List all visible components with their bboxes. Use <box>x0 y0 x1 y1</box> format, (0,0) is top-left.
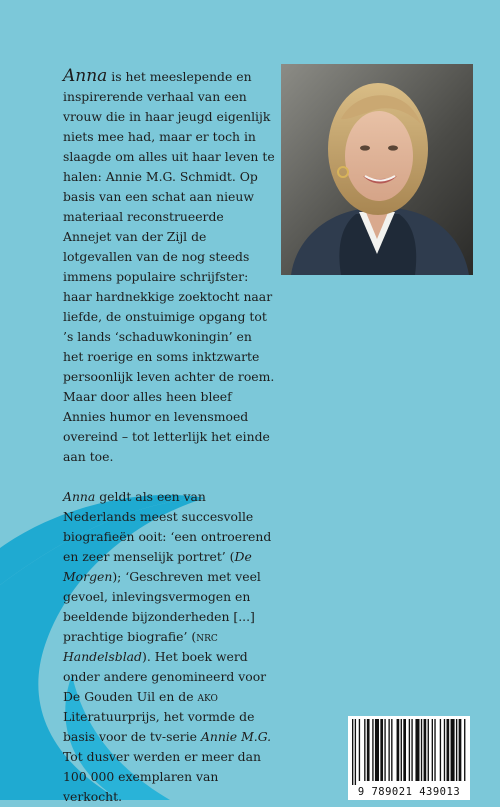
review-source-caps: nrc <box>196 629 218 644</box>
barcode-bar <box>424 719 427 781</box>
barcode-bar <box>464 719 465 781</box>
isbn-barcode <box>348 716 470 800</box>
barcode-bar <box>409 719 410 781</box>
barcode-bar <box>397 719 400 781</box>
reviews-text: Tot dusver werden er meer dan 100 000 exemplaren van verkocht. <box>63 749 261 804</box>
barcode-bars <box>348 716 470 786</box>
reviews-text: ); ‘Geschreven met veel gevoel, inlevingsvermogen en beeldende bijzonderheden [...] prachtige biografie’ ( <box>63 569 261 644</box>
barcode-digits: 9 789021 439013 <box>357 786 461 798</box>
barcode-bar <box>372 719 373 781</box>
author-photo <box>281 64 473 275</box>
review-source: Handelsblad <box>63 649 142 664</box>
summary-text: is het meeslepende en inspirerende verhaal van een vrouw die in haar jeugd eigenlijk niets mee had, maar er toch in slaagde om alles uit haar leven te halen: Annie M.G. Schmidt. Op basis van een schat aan nieuw materiaal reconstrueerde Annejet van der Zijl de lotgevallen van de nog steeds immens populaire schrijfster: haar hardnekkige zoektocht naar liefde, de onstuimige opgang tot ’s lands ‘schaduwkoningin’ en het roerige en soms inktzwarte persoonlijk leven achter de roem. Maar door alles heen bleef Annies humor en levensmoed overeind – tot letterlijk het einde aan toe. <box>63 69 275 464</box>
review-source: De Morgen <box>63 549 252 584</box>
barcode-bar <box>380 719 383 781</box>
barcode-bar <box>411 719 412 781</box>
barcode-bar <box>401 719 402 781</box>
barcode-bar <box>388 719 389 781</box>
paragraph-summary <box>63 66 276 467</box>
barcode-bar <box>434 719 435 781</box>
barcode-bar <box>384 719 385 781</box>
barcode-bar <box>428 719 429 781</box>
barcode-bar <box>367 719 370 781</box>
barcode-bar <box>391 719 392 781</box>
barcode-bar <box>359 719 360 781</box>
barcode-bar <box>415 719 419 781</box>
barcode-bar <box>421 719 422 781</box>
tv-series-title: Annie M.G. <box>200 729 272 744</box>
reviews-text: ). Het boek werd onder andere genomineerd voor De Gouden Uil en de <box>63 649 267 704</box>
barcode-bar <box>403 719 406 781</box>
prize-caps: ako <box>197 689 218 704</box>
title-word: Anna <box>63 489 96 504</box>
barcode-bar <box>375 719 379 781</box>
barcode-bar <box>440 719 441 781</box>
paragraph-reviews <box>63 487 276 807</box>
barcode-bar <box>459 719 462 781</box>
reviews-text: Literatuurprijs, het vormde de basis voor de tv-serie <box>63 709 255 744</box>
barcode-bar <box>432 719 433 781</box>
barcode-bar <box>444 719 445 781</box>
back-cover-text <box>63 66 276 807</box>
barcode-bar <box>447 719 450 781</box>
barcode-bar <box>352 719 353 785</box>
barcode-bar <box>364 719 365 781</box>
barcode-bar <box>456 719 457 781</box>
barcode-bar <box>355 719 356 785</box>
reviews-text: geldt als een van Nederlands meest succesvolle biografieën ooit: ‘een ontroerend en zeer menselijk portret’ ( <box>63 489 272 564</box>
title-word: Anna <box>63 66 108 86</box>
barcode-bar <box>451 719 455 781</box>
